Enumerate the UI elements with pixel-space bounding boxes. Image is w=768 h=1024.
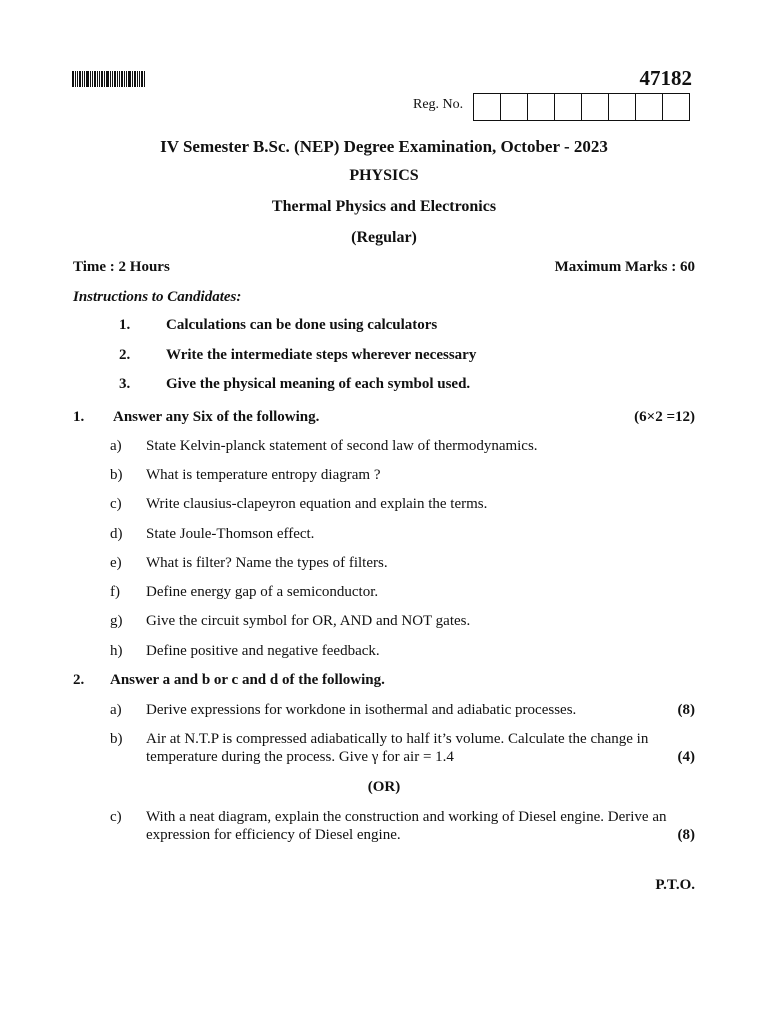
instruction-text: Calculations can be done using calculators <box>166 317 438 333</box>
paper-title: Thermal Physics and Electronics <box>271 198 497 215</box>
sub-question: Write clausius-clapeyron equation and explain the terms. <box>146 496 488 512</box>
instructions-heading: Instructions to Candidates: <box>73 289 242 305</box>
sub-question: What is filter? Name the types of filters. <box>146 555 388 571</box>
sub-letter: c) <box>110 809 122 825</box>
time-marks-row <box>73 259 695 276</box>
instruction-num: 3. <box>119 376 131 392</box>
sub-letter: f) <box>110 584 120 600</box>
sub-marks: (4) <box>677 749 695 765</box>
question-number: 1. <box>73 409 85 425</box>
sub-question-cont: temperature during the process. Give γ for air = 1.4 <box>146 749 454 765</box>
sub-letter: a) <box>110 702 122 718</box>
sub-marks: (8) <box>677 702 695 718</box>
reg-no-boxes <box>474 93 690 121</box>
sub-question: Give the circuit symbol for OR, AND and NOT gates. <box>146 613 471 629</box>
question-number: 2. <box>73 672 85 688</box>
sub-letter: e) <box>110 555 122 571</box>
sub-letter: b) <box>110 731 123 747</box>
max-marks-text: Maximum Marks : 60 <box>554 259 695 275</box>
sub-question: With a neat diagram, explain the construction and working of Diesel engine. Derive an <box>146 809 667 825</box>
sub-question-cont: expression for efficiency of Diesel engine. <box>146 827 401 843</box>
reg-no-box <box>554 93 582 121</box>
reg-no-box <box>662 93 690 121</box>
reg-no-label: Reg. No. <box>413 97 464 112</box>
sub-question: Derive expressions for workdone in isothermal and adiabatic processes. <box>146 702 577 718</box>
time-text: Time : 2 Hours <box>73 259 170 275</box>
exam-title: IV Semester B.Sc. (NEP) Degree Examination, October - 2023 <box>160 137 608 156</box>
subject-title: PHYSICS <box>349 167 419 184</box>
sub-question: What is temperature entropy diagram ? <box>146 467 381 483</box>
sub-marks: (8) <box>677 827 695 843</box>
reg-no-box <box>608 93 636 121</box>
question-marks: (6×2 =12) <box>634 409 695 425</box>
sub-question: State Joule-Thomson effect. <box>146 526 315 542</box>
reg-no-box <box>473 93 501 121</box>
sub-letter: c) <box>110 496 122 512</box>
barcode <box>72 71 154 87</box>
sub-question: Define energy gap of a semiconductor. <box>146 584 379 600</box>
pto-label: P.T.O. <box>655 877 695 893</box>
sub-letter: b) <box>110 467 123 483</box>
instruction-text: Give the physical meaning of each symbol used. <box>166 376 471 392</box>
instruction-text: Write the intermediate steps wherever necessary <box>166 347 477 363</box>
reg-no-box <box>527 93 555 121</box>
sub-question: Air at N.T.P is compressed adiabatically to half it’s volume. Calculate the change in <box>146 731 649 747</box>
instruction-num: 1. <box>119 317 131 333</box>
sub-letter: d) <box>110 526 123 542</box>
sub-question: State Kelvin-planck statement of second law of thermodynamics. <box>146 438 538 454</box>
question-text: Answer any Six of the following. <box>113 409 320 425</box>
question-text: Answer a and b or c and d of the following. <box>110 672 385 688</box>
reg-no-box <box>500 93 528 121</box>
sub-letter: h) <box>110 643 123 659</box>
or-separator: (OR) <box>367 779 401 795</box>
reg-no-box <box>635 93 663 121</box>
paper-code: 47182 <box>639 66 692 90</box>
sub-letter: g) <box>110 613 123 629</box>
sub-question: Define positive and negative feedback. <box>146 643 380 659</box>
reg-no-box <box>581 93 609 121</box>
scheme-title: (Regular) <box>351 229 417 246</box>
sub-letter: a) <box>110 438 122 454</box>
instruction-num: 2. <box>119 347 131 363</box>
